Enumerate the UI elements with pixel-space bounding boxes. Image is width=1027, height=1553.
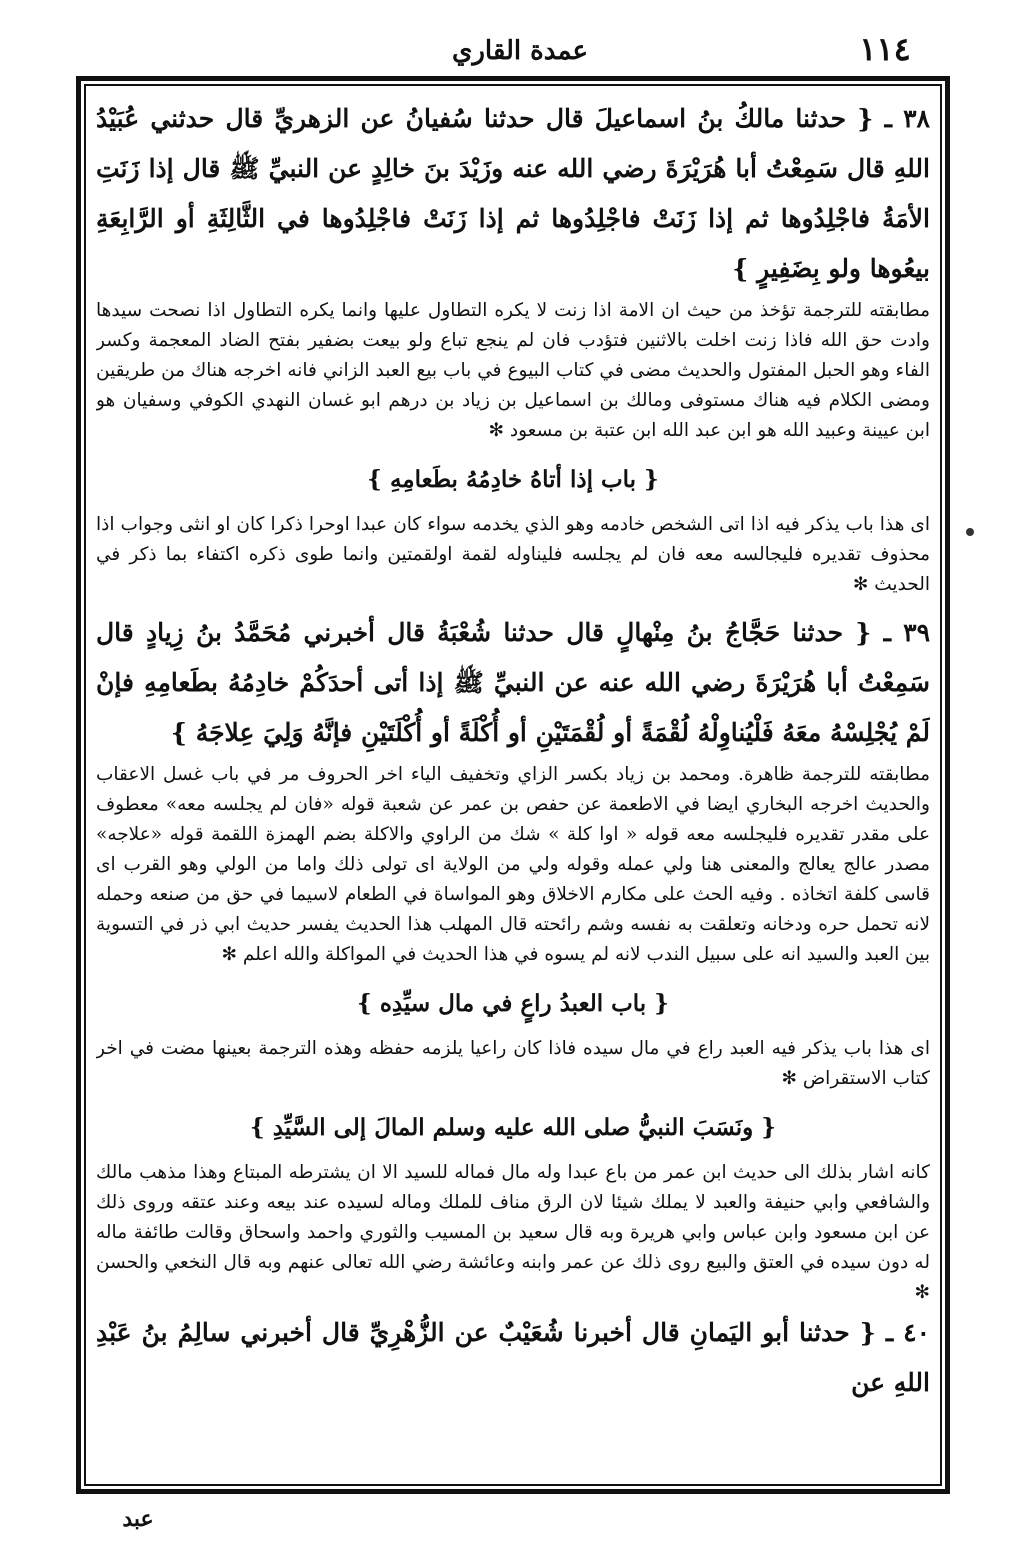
- hadith-39: [96, 608, 930, 758]
- chapter-heading: { باب إذا أتاهُ خادِمُهُ بطَعامِهِ }: [367, 466, 659, 493]
- hadith-number: ٣٨ ـ: [884, 104, 930, 133]
- hadith-40: [96, 1308, 930, 1408]
- chapter-heading: { ونَسَبَ النبيُّ صلى الله عليه وسلم المالَ إلى السَّيِّدِ }: [249, 1114, 777, 1141]
- chapter-commentary: اى هذا باب يذكر فيه اذا اتى الشخص خادمه وهو الذي يخدمه سواء كان عبدا اوحرا ذكرا كان او انثى وجواب اذا محذوف تقديره فليجالسه معه فان لم يجلسه فليناوله لقمة اولقمتين وانما طوى ذكره اكتفاء بما ذكر في الحديث ✻: [96, 514, 930, 595]
- hadith-number: ٤٠ ـ: [885, 1318, 930, 1347]
- chapter-commentary: اى هذا باب يذكر فيه العبد راع في مال سيده فاذا كان راعيا يلزمه حفظه وهذه الترجمة بعينها مضت في اخر كتاب الاستقراض ✻: [96, 1038, 930, 1089]
- hadith-text: { حدثنا مالكُ بنُ اسماعيلَ قال حدثنا سُفيانُ عن الزهريِّ قال حدثني عُبَيْدُ اللهِ قال سَمِعْتُ أبا هُرَيْرَةَ رضي الله عنه وزَيْدَ بنَ خالِدٍ عن النبيِّ ﷺ قال إذا زَنَتِ الأمَةُ فاجْلِدُوها ثم إذا زَنَتْ فاجْلِدُوها ثم إذا زَنَتْ فاجْلِدُوها في الثَّالِثَةِ أو الرَّابِعَةِ بيعُوها ولو بِضَفِيرٍ }: [96, 104, 930, 283]
- page-number: ١١٤: [859, 30, 911, 68]
- catchword: عبد: [122, 1506, 154, 1532]
- hadith-39-commentary: مطابقته للترجمة ظاهرة. ومحمد بن زياد بكسر الزاي وتخفيف الياء اخر الحروف مر في باب غسل الاعقاب والحديث اخرجه البخاري ايضا في الاطعمة عن حفص بن عمر عن شعبة قوله «فان لم يجلسه معه» معطوف على مقدر تقديره فليجلسه معه قوله « اوا كلة » شك من الراوي والاكلة بضم الهمزة اللقمة قوله «علاجه» مصدر عالج يعالج والمعنى هنا ولي عمله وقوله ولي من الولاية اى تولى ذلك واما من الولي وهو القرب اى قاسى كلفة اتخاذه . وفيه الحث على مكارم الاخلاق وهو المواساة في الطعام لاسيما في حق من صنعه وحمله لانه تحمل حره ودخانه وتعلقت به نفسه وشم رائحته قال المهلب هذا الحديث يفسر حديث ابي ذر في التسوية بين العبد والسيد انه على سبيل الندب لانه لم يسوه في هذا الحديث في المواكلة والله اعلم ✻: [96, 764, 930, 965]
- hadith-text: { حدثنا حَجَّاجُ بنُ مِنْهالٍ قال حدثنا شُعْبَةُ قال أخبرني مُحَمَّدُ بنُ زِيادٍ قال سَمِعْتُ أبا هُرَيْرَةَ رضي الله عنه عن النبيِّ ﷺ إذا أتى أحدَكُمْ خادِمُهُ بطَعامِهِ فإنْ لَمْ يُجْلِسْهُ معَهُ فَلْيُناوِلْهُ لُقْمَةً أو لُقْمَتَيْنِ أو أُكْلَةً أو أُكْلَتَيْنِ فإنَّهُ وَلِيَ عِلاجَهُ }: [96, 618, 930, 747]
- hadith-38-commentary: مطابقته للترجمة تؤخذ من حيث ان الامة اذا زنت لا يكره التطاول عليها وانما يكره التطاول اذا نصحت سيدها وادت حق الله فاذا زنت اخلت بالاثنين فتؤدب فان لم ينجع تباع ولو بيعت بضفير بفتح الضاد المعجمة وكسر الفاء وهو الحبل المفتول والحديث مضى في كتاب البيوع في باب بيع العبد الزاني فانه اخرجه هناك من طريقين ومضى الكلام فيه هناك مستوفى ومالك بن اسماعيل بن زياد بن درهم ابو غسان النهدي الكوفي وسفيان هو ابن عيينة وعبيد الله هو ابن عبد الله ابن عتبة بن مسعود ✻: [96, 300, 930, 441]
- hadith-number: ٣٩ ـ: [883, 618, 930, 647]
- hadith-text: { حدثنا أبو اليَمانِ قال أخبرنا شُعَيْبٌ عن الزُّهْرِيِّ قال أخبرني سالِمُ بنُ عَبْدِ اللهِ عن: [96, 1318, 930, 1397]
- margin-mark: [966, 528, 974, 536]
- running-header: عمدة القاري: [452, 36, 588, 66]
- hadith-38: [96, 94, 930, 294]
- page-body: [96, 94, 930, 1478]
- chapter-commentary: كانه اشار بذلك الى حديث ابن عمر من باع عبدا وله مال فماله للسيد الا ان يشترطه المبتاع وهذا مذهب مالك والشافعي وابي حنيفة والعبد لا يملك شيئا لان الرق مناف للملك وماله لسيده عند بيعه وعند عتقه وروى ذلك عن ابن مسعود وابن عباس وابي هريرة وبه قال سعيد بن المسيب والثوري واحمد واسحاق وقالت طائفة ماله له دون سيده في العتق والبيع روى ذلك عن عمر وابنه وعائشة رضي الله تعالى عنهم وبه قال النخعي والحسن ✻: [96, 1162, 930, 1303]
- chapter-heading: { باب العبدُ راعٍ في مال سيِّدِه }: [357, 990, 669, 1017]
